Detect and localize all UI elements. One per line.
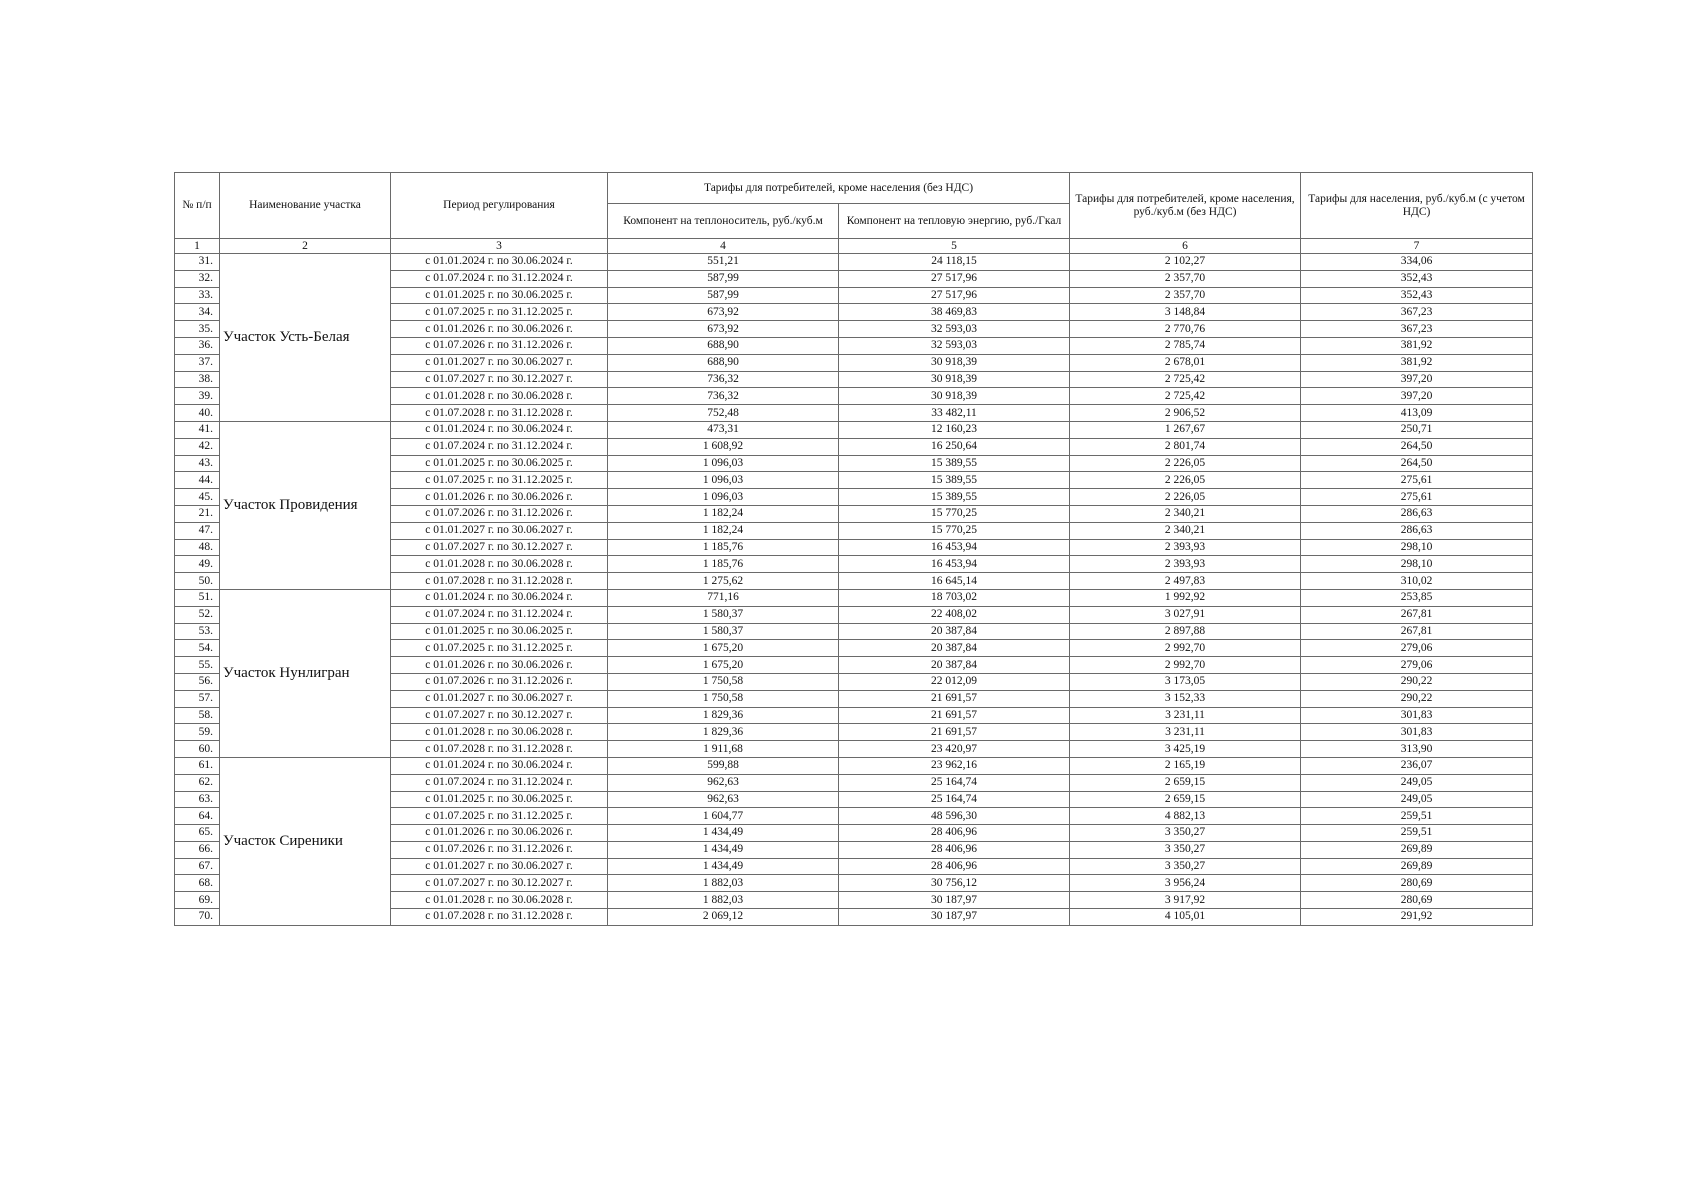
tariff-population-cell: 253,85	[1301, 589, 1533, 606]
component-carrier-cell: 1 829,36	[608, 707, 839, 724]
tariff-other-cell: 2 340,21	[1070, 522, 1301, 539]
period-cell: с 01.01.2026 г. по 30.06.2026 г.	[391, 489, 608, 506]
tariff-population-cell: 313,90	[1301, 741, 1533, 758]
component-heat-cell: 20 387,84	[839, 623, 1070, 640]
period-cell: с 01.07.2027 г. по 30.12.2027 г.	[391, 371, 608, 388]
period-cell: с 01.07.2028 г. по 31.12.2028 г.	[391, 741, 608, 758]
component-carrier-cell: 1 275,62	[608, 573, 839, 590]
component-heat-cell: 20 387,84	[839, 657, 1070, 674]
component-carrier-cell: 1 182,24	[608, 505, 839, 522]
period-cell: с 01.01.2024 г. по 30.06.2024 г.	[391, 589, 608, 606]
component-heat-cell: 21 691,57	[839, 690, 1070, 707]
row-number: 60.	[175, 741, 220, 758]
component-carrier-cell: 1 580,37	[608, 606, 839, 623]
header-num: № п/п	[175, 173, 220, 239]
row-number: 59.	[175, 724, 220, 741]
period-cell: с 01.07.2026 г. по 31.12.2026 г.	[391, 673, 608, 690]
site-name-cell: Участок Сиреники	[220, 757, 391, 925]
tariff-population-cell: 279,06	[1301, 640, 1533, 657]
tariff-population-cell: 397,20	[1301, 371, 1533, 388]
row-number: 45.	[175, 489, 220, 506]
row-number: 41.	[175, 421, 220, 438]
component-heat-cell: 28 406,96	[839, 841, 1070, 858]
component-heat-cell: 27 517,96	[839, 270, 1070, 287]
period-cell: с 01.07.2027 г. по 30.12.2027 г.	[391, 539, 608, 556]
tariff-population-cell: 397,20	[1301, 388, 1533, 405]
component-heat-cell: 30 918,39	[839, 354, 1070, 371]
table-row	[175, 589, 1533, 606]
column-number: 7	[1301, 239, 1533, 254]
tariff-other-cell: 2 770,76	[1070, 321, 1301, 338]
column-number: 4	[608, 239, 839, 254]
component-carrier-cell: 1 608,92	[608, 438, 839, 455]
tariff-population-cell: 301,83	[1301, 707, 1533, 724]
row-number: 34.	[175, 304, 220, 321]
period-cell: с 01.07.2025 г. по 31.12.2025 г.	[391, 304, 608, 321]
period-cell: с 01.07.2026 г. по 31.12.2026 г.	[391, 337, 608, 354]
component-heat-cell: 21 691,57	[839, 724, 1070, 741]
component-carrier-cell: 673,92	[608, 321, 839, 338]
component-carrier-cell: 1 185,76	[608, 556, 839, 573]
row-number: 35.	[175, 321, 220, 338]
component-heat-cell: 16 453,94	[839, 556, 1070, 573]
component-carrier-cell: 962,63	[608, 791, 839, 808]
component-carrier-cell: 1 911,68	[608, 741, 839, 758]
component-carrier-cell: 752,48	[608, 405, 839, 422]
row-number: 63.	[175, 791, 220, 808]
column-number: 1	[175, 239, 220, 254]
row-number: 61.	[175, 757, 220, 774]
component-carrier-cell: 1 604,77	[608, 808, 839, 825]
tariff-population-cell: 291,92	[1301, 909, 1533, 926]
tariff-population-cell: 279,06	[1301, 657, 1533, 674]
period-cell: с 01.07.2024 г. по 31.12.2024 г.	[391, 606, 608, 623]
tariff-other-cell: 2 992,70	[1070, 657, 1301, 674]
table-header	[175, 173, 1533, 254]
component-heat-cell: 16 453,94	[839, 539, 1070, 556]
tariff-other-cell: 3 173,05	[1070, 673, 1301, 690]
tariff-population-cell: 310,02	[1301, 573, 1533, 590]
component-carrier-cell: 2 069,12	[608, 909, 839, 926]
row-number: 36.	[175, 337, 220, 354]
row-number: 57.	[175, 690, 220, 707]
tariff-other-cell: 2 393,93	[1070, 556, 1301, 573]
tariff-other-cell: 3 231,11	[1070, 707, 1301, 724]
component-heat-cell: 32 593,03	[839, 337, 1070, 354]
component-heat-cell: 30 918,39	[839, 371, 1070, 388]
tariff-other-cell: 3 231,11	[1070, 724, 1301, 741]
component-carrier-cell: 688,90	[608, 337, 839, 354]
tariff-other-cell: 3 027,91	[1070, 606, 1301, 623]
row-number: 67.	[175, 858, 220, 875]
component-carrier-cell: 1 434,49	[608, 858, 839, 875]
component-heat-cell: 33 482,11	[839, 405, 1070, 422]
tariff-population-cell: 381,92	[1301, 354, 1533, 371]
row-number: 33.	[175, 287, 220, 304]
period-cell: с 01.01.2027 г. по 30.06.2027 г.	[391, 522, 608, 539]
tariff-other-cell: 3 350,27	[1070, 858, 1301, 875]
row-number: 58.	[175, 707, 220, 724]
period-cell: с 01.07.2024 г. по 31.12.2024 г.	[391, 774, 608, 791]
component-carrier-cell: 1 750,58	[608, 690, 839, 707]
component-carrier-cell: 736,32	[608, 388, 839, 405]
component-carrier-cell: 1 829,36	[608, 724, 839, 741]
component-heat-cell: 24 118,15	[839, 254, 1070, 271]
tariff-other-cell: 3 152,33	[1070, 690, 1301, 707]
tariff-population-cell: 290,22	[1301, 690, 1533, 707]
row-number: 62.	[175, 774, 220, 791]
component-carrier-cell: 771,16	[608, 589, 839, 606]
tariff-other-cell: 2 659,15	[1070, 791, 1301, 808]
period-cell: с 01.01.2027 г. по 30.06.2027 г.	[391, 858, 608, 875]
tariff-population-cell: 286,63	[1301, 522, 1533, 539]
row-number: 21.	[175, 505, 220, 522]
component-carrier-cell: 1 675,20	[608, 657, 839, 674]
period-cell: с 01.07.2026 г. по 31.12.2026 г.	[391, 841, 608, 858]
tariff-other-cell: 1 992,92	[1070, 589, 1301, 606]
component-carrier-cell: 1 096,03	[608, 455, 839, 472]
site-name-cell: Участок Нунлигран	[220, 589, 391, 757]
tariff-population-cell: 298,10	[1301, 539, 1533, 556]
component-carrier-cell: 1 434,49	[608, 825, 839, 842]
row-number: 43.	[175, 455, 220, 472]
component-heat-cell: 30 187,97	[839, 892, 1070, 909]
row-number: 51.	[175, 589, 220, 606]
component-carrier-cell: 1 096,03	[608, 489, 839, 506]
component-carrier-cell: 736,32	[608, 371, 839, 388]
tariff-population-cell: 275,61	[1301, 489, 1533, 506]
tariff-population-cell: 334,06	[1301, 254, 1533, 271]
tariff-other-cell: 3 917,92	[1070, 892, 1301, 909]
row-number: 42.	[175, 438, 220, 455]
header-period: Период регулирования	[391, 173, 608, 239]
tariff-other-cell: 2 992,70	[1070, 640, 1301, 657]
component-heat-cell: 15 389,55	[839, 489, 1070, 506]
tariff-population-cell: 290,22	[1301, 673, 1533, 690]
tariff-other-cell: 2 340,21	[1070, 505, 1301, 522]
tariff-other-cell: 4 882,13	[1070, 808, 1301, 825]
component-heat-cell: 20 387,84	[839, 640, 1070, 657]
component-heat-cell: 23 420,97	[839, 741, 1070, 758]
row-number: 44.	[175, 472, 220, 489]
period-cell: с 01.01.2024 г. по 30.06.2024 г.	[391, 421, 608, 438]
site-name-cell: Участок Провидения	[220, 421, 391, 589]
component-heat-cell: 22 408,02	[839, 606, 1070, 623]
component-heat-cell: 15 770,25	[839, 522, 1070, 539]
period-cell: с 01.01.2024 г. по 30.06.2024 г.	[391, 254, 608, 271]
table-body	[175, 254, 1533, 926]
tariff-population-cell: 259,51	[1301, 808, 1533, 825]
component-heat-cell: 32 593,03	[839, 321, 1070, 338]
tariff-other-cell: 2 725,42	[1070, 371, 1301, 388]
row-number: 56.	[175, 673, 220, 690]
tariff-population-cell: 249,05	[1301, 774, 1533, 791]
tariff-population-cell: 280,69	[1301, 875, 1533, 892]
tariff-other-cell: 3 956,24	[1070, 875, 1301, 892]
tariff-population-cell: 367,23	[1301, 304, 1533, 321]
component-heat-cell: 28 406,96	[839, 825, 1070, 842]
tariff-table	[174, 172, 1533, 926]
tariff-population-cell: 264,50	[1301, 438, 1533, 455]
component-carrier-cell: 1 580,37	[608, 623, 839, 640]
period-cell: с 01.01.2025 г. по 30.06.2025 г.	[391, 791, 608, 808]
tariff-other-cell: 2 357,70	[1070, 270, 1301, 287]
tariff-population-cell: 236,07	[1301, 757, 1533, 774]
column-number: 6	[1070, 239, 1301, 254]
tariff-other-cell: 3 350,27	[1070, 841, 1301, 858]
period-cell: с 01.01.2027 г. по 30.06.2027 г.	[391, 690, 608, 707]
period-cell: с 01.01.2028 г. по 30.06.2028 г.	[391, 556, 608, 573]
tariff-other-cell: 2 497,83	[1070, 573, 1301, 590]
column-number: 2	[220, 239, 391, 254]
component-carrier-cell: 599,88	[608, 757, 839, 774]
component-carrier-cell: 1 182,24	[608, 522, 839, 539]
tariff-other-cell: 2 659,15	[1070, 774, 1301, 791]
tariff-population-cell: 381,92	[1301, 337, 1533, 354]
row-number: 53.	[175, 623, 220, 640]
tariff-population-cell: 249,05	[1301, 791, 1533, 808]
row-number: 64.	[175, 808, 220, 825]
tariff-other-cell: 2 226,05	[1070, 455, 1301, 472]
component-heat-cell: 21 691,57	[839, 707, 1070, 724]
tariff-population-cell: 280,69	[1301, 892, 1533, 909]
component-heat-cell: 30 187,97	[839, 909, 1070, 926]
column-number: 3	[391, 239, 608, 254]
component-heat-cell: 25 164,74	[839, 791, 1070, 808]
tariff-other-cell: 2 678,01	[1070, 354, 1301, 371]
component-heat-cell: 38 469,83	[839, 304, 1070, 321]
tariff-population-cell: 298,10	[1301, 556, 1533, 573]
component-carrier-cell: 962,63	[608, 774, 839, 791]
row-number: 37.	[175, 354, 220, 371]
period-cell: с 01.01.2028 г. по 30.06.2028 г.	[391, 892, 608, 909]
component-heat-cell: 16 250,64	[839, 438, 1070, 455]
component-heat-cell: 15 770,25	[839, 505, 1070, 522]
header-component-carrier: Компонент на теплоноситель, руб./куб.м	[608, 204, 839, 239]
row-number: 55.	[175, 657, 220, 674]
period-cell: с 01.07.2025 г. по 31.12.2025 г.	[391, 808, 608, 825]
component-heat-cell: 30 918,39	[839, 388, 1070, 405]
row-number: 48.	[175, 539, 220, 556]
row-number: 69.	[175, 892, 220, 909]
tariff-other-cell: 2 897,88	[1070, 623, 1301, 640]
tariff-other-cell: 2 102,27	[1070, 254, 1301, 271]
tariff-other-cell: 4 105,01	[1070, 909, 1301, 926]
period-cell: с 01.07.2028 г. по 31.12.2028 г.	[391, 909, 608, 926]
component-carrier-cell: 1 185,76	[608, 539, 839, 556]
tariff-population-cell: 259,51	[1301, 825, 1533, 842]
row-number: 38.	[175, 371, 220, 388]
period-cell: с 01.01.2025 г. по 30.06.2025 г.	[391, 455, 608, 472]
period-cell: с 01.01.2027 г. по 30.06.2027 г.	[391, 354, 608, 371]
component-carrier-cell: 1 675,20	[608, 640, 839, 657]
component-heat-cell: 23 962,16	[839, 757, 1070, 774]
tariff-other-cell: 2 226,05	[1070, 489, 1301, 506]
tariff-population-cell: 275,61	[1301, 472, 1533, 489]
header-component-heat: Компонент на тепловую энергию, руб./Гкал	[839, 204, 1070, 239]
row-number: 49.	[175, 556, 220, 573]
component-heat-cell: 22 012,09	[839, 673, 1070, 690]
tariff-other-cell: 2 785,74	[1070, 337, 1301, 354]
row-number: 31.	[175, 254, 220, 271]
header-tariff-other: Тарифы для потребителей, кроме населения, руб./куб.м (без НДС)	[1070, 173, 1301, 239]
tariff-other-cell: 2 906,52	[1070, 405, 1301, 422]
period-cell: с 01.07.2028 г. по 31.12.2028 г.	[391, 573, 608, 590]
period-cell: с 01.07.2024 г. по 31.12.2024 г.	[391, 270, 608, 287]
component-heat-cell: 12 160,23	[839, 421, 1070, 438]
tariff-other-cell: 3 425,19	[1070, 741, 1301, 758]
tariff-population-cell: 301,83	[1301, 724, 1533, 741]
component-carrier-cell: 688,90	[608, 354, 839, 371]
component-heat-cell: 15 389,55	[839, 455, 1070, 472]
component-heat-cell: 48 596,30	[839, 808, 1070, 825]
row-number: 65.	[175, 825, 220, 842]
site-name-cell: Участок Усть-Белая	[220, 254, 391, 422]
component-heat-cell: 18 703,02	[839, 589, 1070, 606]
component-heat-cell: 16 645,14	[839, 573, 1070, 590]
tariff-other-cell: 2 357,70	[1070, 287, 1301, 304]
period-cell: с 01.07.2027 г. по 30.12.2027 г.	[391, 707, 608, 724]
component-carrier-cell: 1 434,49	[608, 841, 839, 858]
header-site: Наименование участка	[220, 173, 391, 239]
tariff-other-cell: 2 393,93	[1070, 539, 1301, 556]
period-cell: с 01.07.2027 г. по 30.12.2027 г.	[391, 875, 608, 892]
column-number: 5	[839, 239, 1070, 254]
component-heat-cell: 28 406,96	[839, 858, 1070, 875]
component-carrier-cell: 587,99	[608, 270, 839, 287]
tariff-population-cell: 269,89	[1301, 858, 1533, 875]
table-row	[175, 757, 1533, 774]
period-cell: с 01.07.2028 г. по 31.12.2028 г.	[391, 405, 608, 422]
tariff-other-cell: 2 226,05	[1070, 472, 1301, 489]
row-number: 52.	[175, 606, 220, 623]
row-number: 39.	[175, 388, 220, 405]
period-cell: с 01.01.2026 г. по 30.06.2026 г.	[391, 321, 608, 338]
tariff-population-cell: 367,23	[1301, 321, 1533, 338]
row-number: 47.	[175, 522, 220, 539]
component-heat-cell: 15 389,55	[839, 472, 1070, 489]
tariff-other-cell: 2 165,19	[1070, 757, 1301, 774]
row-number: 68.	[175, 875, 220, 892]
tariff-other-cell: 2 725,42	[1070, 388, 1301, 405]
component-carrier-cell: 587,99	[608, 287, 839, 304]
tariff-population-cell: 286,63	[1301, 505, 1533, 522]
component-carrier-cell: 673,92	[608, 304, 839, 321]
component-carrier-cell: 1 882,03	[608, 875, 839, 892]
period-cell: с 01.07.2026 г. по 31.12.2026 г.	[391, 505, 608, 522]
row-number: 40.	[175, 405, 220, 422]
component-carrier-cell: 1 750,58	[608, 673, 839, 690]
row-number: 70.	[175, 909, 220, 926]
period-cell: с 01.01.2024 г. по 30.06.2024 г.	[391, 757, 608, 774]
table-row	[175, 254, 1533, 271]
tariff-population-cell: 267,81	[1301, 606, 1533, 623]
component-heat-cell: 30 756,12	[839, 875, 1070, 892]
period-cell: с 01.01.2028 г. по 30.06.2028 г.	[391, 388, 608, 405]
tariff-population-cell: 267,81	[1301, 623, 1533, 640]
tariff-population-cell: 264,50	[1301, 455, 1533, 472]
component-heat-cell: 25 164,74	[839, 774, 1070, 791]
column-numbers-row	[175, 239, 1533, 254]
tariff-population-cell: 352,43	[1301, 270, 1533, 287]
period-cell: с 01.07.2025 г. по 31.12.2025 г.	[391, 640, 608, 657]
period-cell: с 01.01.2026 г. по 30.06.2026 г.	[391, 825, 608, 842]
table-row	[175, 421, 1533, 438]
component-carrier-cell: 1 882,03	[608, 892, 839, 909]
header-group-other: Тарифы для потребителей, кроме населения (без НДС)	[608, 173, 1070, 204]
component-carrier-cell: 1 096,03	[608, 472, 839, 489]
header-tariff-population: Тарифы для населения, руб./куб.м (с учетом НДС)	[1301, 173, 1533, 239]
period-cell: с 01.07.2025 г. по 31.12.2025 г.	[391, 472, 608, 489]
period-cell: с 01.01.2025 г. по 30.06.2025 г.	[391, 287, 608, 304]
component-carrier-cell: 473,31	[608, 421, 839, 438]
row-number: 50.	[175, 573, 220, 590]
period-cell: с 01.07.2024 г. по 31.12.2024 г.	[391, 438, 608, 455]
tariff-population-cell: 352,43	[1301, 287, 1533, 304]
tariff-population-cell: 269,89	[1301, 841, 1533, 858]
tariff-population-cell: 250,71	[1301, 421, 1533, 438]
tariff-other-cell: 2 801,74	[1070, 438, 1301, 455]
period-cell: с 01.01.2026 г. по 30.06.2026 г.	[391, 657, 608, 674]
tariff-other-cell: 3 148,84	[1070, 304, 1301, 321]
component-carrier-cell: 551,21	[608, 254, 839, 271]
period-cell: с 01.01.2028 г. по 30.06.2028 г.	[391, 724, 608, 741]
row-number: 54.	[175, 640, 220, 657]
tariff-other-cell: 1 267,67	[1070, 421, 1301, 438]
row-number: 32.	[175, 270, 220, 287]
row-number: 66.	[175, 841, 220, 858]
tariff-other-cell: 3 350,27	[1070, 825, 1301, 842]
tariff-population-cell: 413,09	[1301, 405, 1533, 422]
component-heat-cell: 27 517,96	[839, 287, 1070, 304]
period-cell: с 01.01.2025 г. по 30.06.2025 г.	[391, 623, 608, 640]
